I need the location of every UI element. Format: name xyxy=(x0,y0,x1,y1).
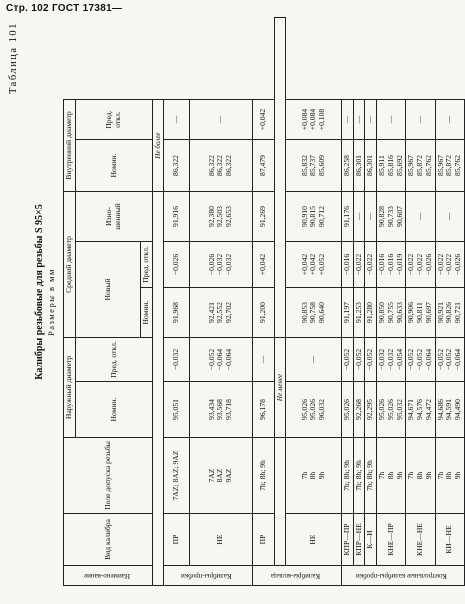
gauge-kind: НЕ xyxy=(189,514,252,566)
cell-m-worn-line: — xyxy=(444,212,454,221)
cell-o-dev-line: −0,052 xyxy=(365,348,375,371)
group-name-ring xyxy=(253,566,342,586)
cell-m-worn xyxy=(377,192,406,242)
col-inner-header: Внутренний диаметр xyxy=(64,100,76,192)
tolerance-field-line: 8h xyxy=(415,471,425,480)
cell-o-dev xyxy=(189,338,252,382)
cell-m-nom-line: 91,968 xyxy=(170,302,180,323)
cell-m-worn-line: — xyxy=(415,212,425,221)
cell-m-worn xyxy=(435,192,464,242)
cell-m-worn-line: — xyxy=(353,212,363,221)
tolerance-field-line: 7h xyxy=(377,471,387,480)
cell-m-nom-line: 90,921 xyxy=(435,302,445,323)
cell-m-dev-line: −0,022 xyxy=(365,253,375,276)
outer-dev-header: Пред. откл. xyxy=(75,338,152,382)
cell-o-nom xyxy=(406,382,435,438)
cell-m-dev-line: +0,052 xyxy=(317,253,327,276)
cell-o-nom-line: 95,026 xyxy=(342,399,352,420)
cell-m-dev-line: +0,042 xyxy=(299,253,309,276)
cell-m-nom xyxy=(253,288,275,338)
cell-i-nom xyxy=(377,140,406,192)
tolerance-field-line: 9AZ xyxy=(224,468,234,483)
cell-i-dev xyxy=(342,100,354,140)
tolerance-field-line: 9h xyxy=(317,471,327,480)
cell-m-worn xyxy=(164,192,190,242)
cell-o-dev-line: −0,064 xyxy=(224,348,234,371)
cell-o-nom-line: 93,718 xyxy=(224,399,234,420)
table-row xyxy=(435,18,464,586)
cell-i-dev-line: +0,084 xyxy=(308,108,318,131)
cell-o-nom xyxy=(253,382,275,438)
cell-m-dev xyxy=(365,242,377,288)
cell-m-dev-line: −0,022 xyxy=(415,253,425,276)
cell-m-worn-line: 91,176 xyxy=(342,206,352,227)
cell-o-dev-line: −0,052 xyxy=(435,348,445,371)
cell-o-dev-line: −0,052 xyxy=(353,348,363,371)
table-row xyxy=(406,18,435,586)
tolerance-field-line: 7h; 8h; 9h xyxy=(365,460,375,491)
gauge-kind: НЕ xyxy=(286,514,342,566)
cell-m-worn-line: 90,828 xyxy=(377,206,387,227)
tolerance-field-line: 7AZ xyxy=(206,468,216,483)
tolerance-field-line: 7h; 8h; 9h xyxy=(258,460,268,491)
cell-m-worn xyxy=(353,192,365,242)
cell-m-worn-line: 90,910 xyxy=(299,206,309,227)
cell-m-nom-line: 90,640 xyxy=(317,302,327,323)
cell-m-nom xyxy=(377,288,406,338)
cell-m-nom-line: 91,200 xyxy=(258,302,268,323)
cell-m-dev xyxy=(377,242,406,288)
cell-m-nom-line: 92,702 xyxy=(224,302,234,323)
cell-m-worn xyxy=(253,192,275,242)
cell-m-dev xyxy=(164,242,190,288)
tolerance-field xyxy=(342,438,354,514)
middle-nom-header: Номин. xyxy=(141,288,153,338)
cell-o-nom-line: 94,591 xyxy=(444,399,454,420)
cell-m-nom-line: 90,906 xyxy=(406,302,416,323)
cell-o-nom-line: 95,026 xyxy=(299,399,309,420)
cell-i-dev-line: — xyxy=(353,115,363,124)
cell-m-nom-line: 90,826 xyxy=(444,302,454,323)
cell-o-dev-line: −0,032 xyxy=(170,348,180,371)
cell-i-dev-line: — xyxy=(415,115,425,124)
cell-o-dev-line: −0,052 xyxy=(206,348,216,371)
cell-i-dev xyxy=(253,100,275,140)
note-row-spacer xyxy=(275,18,286,338)
table-row xyxy=(189,18,252,586)
cell-i-dev-line: — xyxy=(385,115,395,124)
cell-o-dev xyxy=(342,338,354,382)
tolerance-field xyxy=(365,438,377,514)
tolerance-field-line: 7h xyxy=(406,471,416,480)
cell-m-worn-line: 91,916 xyxy=(170,206,180,227)
cell-m-nom-line: 90,850 xyxy=(377,302,387,323)
cell-o-dev-line: −0,052 xyxy=(415,348,425,371)
tolerance-field-line: 9h xyxy=(452,471,462,480)
cell-i-dev xyxy=(353,100,365,140)
cell-m-nom-line: 90,811 xyxy=(415,302,425,323)
tolerance-field xyxy=(189,438,252,514)
cell-i-dev xyxy=(406,100,435,140)
cell-o-nom xyxy=(353,382,365,438)
cell-o-nom-line: 96,178 xyxy=(258,399,268,420)
table-label: Таблица 101 xyxy=(8,22,19,94)
inner-nom-header: Номин. xyxy=(75,140,152,192)
cell-i-nom xyxy=(164,140,190,192)
gauge-kind: КПР—ПР xyxy=(342,514,354,566)
cell-m-dev-line: −0,026 xyxy=(452,253,462,276)
cell-m-nom-line: 90,697 xyxy=(423,302,433,323)
table-row xyxy=(365,18,377,586)
gauge-kind: КНЕ—НЕ xyxy=(406,514,435,566)
cell-m-dev-line: −0,026 xyxy=(423,253,433,276)
cell-m-nom xyxy=(342,288,354,338)
cell-m-nom xyxy=(365,288,377,338)
cell-i-nom xyxy=(189,140,252,192)
cell-m-worn-line: 90,733 xyxy=(385,206,395,227)
cell-m-dev-line: +0,042 xyxy=(258,253,268,276)
tolerance-field-line: 8h xyxy=(444,471,454,480)
cell-o-nom xyxy=(377,382,406,438)
note-row-spacer xyxy=(153,192,164,586)
note-row xyxy=(153,18,164,586)
cell-m-dev-line: −0,016 xyxy=(385,253,395,276)
cell-i-nom-line: 86,322 xyxy=(215,155,225,176)
col-middle-header: Средний диаметр xyxy=(64,192,76,338)
cell-o-dev-line: −0,052 xyxy=(406,348,416,371)
cell-i-nom-line: 86,322 xyxy=(170,155,180,176)
tolerance-field xyxy=(353,438,365,514)
cell-m-worn xyxy=(406,192,435,242)
col-kind-header: Вид калибра xyxy=(64,514,153,566)
cell-i-dev-line: — xyxy=(342,115,352,124)
cell-o-nom-line: 94,490 xyxy=(452,399,462,420)
cell-o-dev-line: −0,032 xyxy=(377,348,387,371)
cell-o-dev-line: −0,064 xyxy=(423,348,433,371)
cell-m-dev-line: −0,032 xyxy=(215,253,225,276)
cell-i-nom-line: 85,737 xyxy=(308,155,318,176)
cell-m-worn-line: 90,815 xyxy=(308,206,318,227)
cell-i-nom xyxy=(365,140,377,192)
cell-i-nom-line: 85,762 xyxy=(423,155,433,176)
tolerance-field xyxy=(253,438,275,514)
middle-new-header: Новый xyxy=(75,242,141,338)
tolerance-field-line: 8AZ xyxy=(215,468,225,483)
cell-i-dev-line: — xyxy=(170,115,180,124)
cell-m-dev-line: −0,016 xyxy=(377,253,387,276)
tolerance-field xyxy=(435,438,464,514)
cell-o-nom-line: 93,568 xyxy=(215,399,225,420)
tolerance-field xyxy=(286,438,342,514)
page-header: Стр. 102 ГОСТ 17381— xyxy=(6,3,123,14)
table-row xyxy=(377,18,406,586)
cell-o-nom-line: 95,026 xyxy=(308,399,318,420)
cell-m-dev xyxy=(189,242,252,288)
cell-o-nom xyxy=(365,382,377,438)
cell-i-nom-line: 86,322 xyxy=(206,155,216,176)
cell-m-worn xyxy=(365,192,377,242)
cell-m-nom-line: 91,197 xyxy=(342,302,352,323)
cell-m-nom-line: 92,552 xyxy=(215,302,225,323)
tolerance-field xyxy=(164,438,190,514)
cell-m-nom xyxy=(164,288,190,338)
cell-m-nom-line: 90,755 xyxy=(385,302,395,323)
cell-m-worn-line: 92,653 xyxy=(224,206,234,227)
cell-o-nom-line: 95,026 xyxy=(385,399,395,420)
col-outer-header: Наружный диаметр xyxy=(64,338,76,438)
group-name-control xyxy=(342,566,465,586)
cell-m-worn-line: 91,269 xyxy=(258,206,268,227)
cell-i-nom-line: 86,322 xyxy=(224,155,234,176)
cell-o-dev xyxy=(164,338,190,382)
tolerance-field-line: 9h xyxy=(423,471,433,480)
cell-o-nom-line: 92,268 xyxy=(353,399,363,420)
cell-i-nom-line: 85,967 xyxy=(435,155,445,176)
cell-i-nom-line: 86,301 xyxy=(353,155,363,176)
cell-m-dev xyxy=(342,242,354,288)
cell-m-nom-line: 91,253 xyxy=(353,302,363,323)
table-row xyxy=(286,18,342,586)
group-name-plug xyxy=(164,566,253,586)
cell-o-dev-line: −0,052 xyxy=(342,348,352,371)
gauge-kind: КНЕ—ПР xyxy=(377,514,406,566)
cell-i-dev-line: — xyxy=(444,115,454,124)
middle-worn-header: Изно-шенный xyxy=(75,192,152,242)
cell-o-nom-line: 92,295 xyxy=(365,399,375,420)
cell-o-nom-line: 94,472 xyxy=(423,399,433,420)
cell-m-dev-line: −0,022 xyxy=(353,253,363,276)
cell-o-dev xyxy=(406,338,435,382)
tolerance-field-line: 7h; 8h; 9h xyxy=(342,460,352,491)
cell-m-dev-line: −0,026 xyxy=(170,253,180,276)
ne-bolee-label: Не более xyxy=(153,100,164,192)
table-row xyxy=(253,18,275,586)
cell-m-dev xyxy=(435,242,464,288)
group-name-text: Калибры-кольца xyxy=(271,571,321,580)
cell-m-worn xyxy=(342,192,354,242)
cell-o-dev-line: −0,064 xyxy=(452,348,462,371)
cell-i-nom xyxy=(353,140,365,192)
cell-i-nom-line: 85,609 xyxy=(317,155,327,176)
cell-i-nom-line: 85,692 xyxy=(394,155,404,176)
col-name-header: Наимено-вание xyxy=(64,566,153,586)
cell-o-dev-line: — xyxy=(308,355,318,364)
cell-i-nom-line: 85,816 xyxy=(385,155,395,176)
cell-m-nom-line: 92,421 xyxy=(206,302,216,323)
cell-i-dev xyxy=(164,100,190,140)
cell-o-dev xyxy=(435,338,464,382)
cell-o-dev-line: −0,052 xyxy=(444,348,454,371)
gauge-kind: ПР xyxy=(164,514,190,566)
cell-m-nom xyxy=(286,288,342,338)
cell-m-dev-line: −0,016 xyxy=(342,253,352,276)
cell-i-dev-line: +0,108 xyxy=(317,108,327,131)
cell-o-dev-line: — xyxy=(258,355,268,364)
cell-o-nom-line: 95,032 xyxy=(394,399,404,420)
cell-m-nom xyxy=(189,288,252,338)
gauge-kind: К—И xyxy=(365,514,377,566)
cell-o-nom-line: 95,026 xyxy=(377,399,387,420)
cell-i-dev xyxy=(286,100,342,140)
cell-o-dev-line: −0,064 xyxy=(215,348,225,371)
cell-m-nom-line: 90,633 xyxy=(394,302,404,323)
cell-m-nom xyxy=(406,288,435,338)
tolerance-field xyxy=(406,438,435,514)
cell-i-nom-line: 86,258 xyxy=(342,155,352,176)
cell-o-nom-line: 94,576 xyxy=(415,399,425,420)
cell-o-dev xyxy=(377,338,406,382)
ne-menee-label: Не менее xyxy=(275,338,286,438)
cell-m-dev-line: −0,019 xyxy=(394,253,404,276)
cell-i-nom xyxy=(253,140,275,192)
cell-m-worn-line: 92,503 xyxy=(215,206,225,227)
cell-m-worn-line: 92,380 xyxy=(206,206,216,227)
cell-m-worn-line: 90,712 xyxy=(317,206,327,227)
cell-o-nom-line: 94,686 xyxy=(435,399,445,420)
table-title: Калибры резьбовые для резьбы S 95×5 xyxy=(34,204,45,380)
cell-o-nom xyxy=(189,382,252,438)
cell-o-nom-line: 96,032 xyxy=(317,399,327,420)
cell-m-dev-line: −0,026 xyxy=(206,253,216,276)
tolerance-field-line: 9h xyxy=(394,471,404,480)
cell-i-nom-line: 85,762 xyxy=(452,155,462,176)
cell-m-worn-line: 90,607 xyxy=(394,206,404,227)
cell-o-nom-line: 93,434 xyxy=(206,399,216,420)
outer-nom-header: Номин. xyxy=(75,382,152,438)
tolerance-field-line: 7h xyxy=(299,471,309,480)
cell-i-nom xyxy=(342,140,354,192)
group-name-text: Контрольные калибры-пробки xyxy=(356,571,447,580)
cell-m-dev-line: −0,022 xyxy=(435,253,445,276)
gauge-table xyxy=(63,17,465,586)
cell-m-dev-line: −0,022 xyxy=(444,253,454,276)
table-row xyxy=(164,18,190,586)
cell-i-dev xyxy=(189,100,252,140)
cell-i-nom-line: 85,872 xyxy=(415,155,425,176)
cell-o-dev xyxy=(253,338,275,382)
cell-i-dev-line: +0,084 xyxy=(299,108,309,131)
cell-o-nom-line: 95,051 xyxy=(170,399,180,420)
cell-m-dev-line: +0,042 xyxy=(308,253,318,276)
cell-i-dev-line: — xyxy=(215,115,225,124)
gauge-kind: КПР—НЕ xyxy=(353,514,365,566)
cell-m-worn-line: — xyxy=(365,212,375,221)
table-body xyxy=(153,18,465,586)
col-tolerance-header: Поле допуска резьбы xyxy=(64,438,153,514)
tolerance-field xyxy=(377,438,406,514)
note-row-spacer xyxy=(275,438,286,566)
cell-o-nom xyxy=(342,382,354,438)
cell-i-dev-line: — xyxy=(365,115,375,124)
cell-i-nom xyxy=(406,140,435,192)
cell-o-dev xyxy=(365,338,377,382)
tolerance-field-line: 7h; 8h; 9h xyxy=(353,460,363,491)
cell-i-nom-line: 87,479 xyxy=(258,155,268,176)
group-name-text: Калибры-пробки xyxy=(181,571,232,580)
note-row xyxy=(275,18,286,586)
cell-o-dev xyxy=(353,338,365,382)
cell-m-worn xyxy=(286,192,342,242)
table-subtitle: Размеры в мм xyxy=(46,268,56,336)
cell-o-nom xyxy=(164,382,190,438)
cell-o-dev-line: −0,054 xyxy=(394,348,404,371)
cell-m-dev xyxy=(353,242,365,288)
cell-o-nom xyxy=(286,382,342,438)
tolerance-field-line: 7h xyxy=(435,471,445,480)
cell-m-dev xyxy=(253,242,275,288)
cell-i-nom-line: 85,911 xyxy=(377,155,387,176)
cell-i-nom-line: 86,301 xyxy=(365,155,375,176)
cell-m-dev xyxy=(406,242,435,288)
cell-m-nom-line: 91,280 xyxy=(365,302,375,323)
tolerance-field-line: 8h xyxy=(308,471,318,480)
cell-o-dev xyxy=(286,338,342,382)
cell-i-nom xyxy=(286,140,342,192)
table-row xyxy=(353,18,365,586)
cell-i-dev xyxy=(377,100,406,140)
tolerance-field-line: 8h xyxy=(385,471,395,480)
cell-i-nom-line: 85,872 xyxy=(444,155,454,176)
cell-m-nom-line: 90,758 xyxy=(308,302,318,323)
table-row xyxy=(342,18,354,586)
inner-dev-header: Пред. откл. xyxy=(75,100,152,140)
cell-i-dev-line: +0,042 xyxy=(258,108,268,131)
cell-m-worn xyxy=(189,192,252,242)
cell-m-dev-line: −0,032 xyxy=(224,253,234,276)
cell-i-dev xyxy=(365,100,377,140)
gauge-kind: КИ—НЕ xyxy=(435,514,464,566)
cell-o-nom xyxy=(435,382,464,438)
cell-i-dev xyxy=(435,100,464,140)
cell-o-nom-line: 94,671 xyxy=(406,399,416,420)
cell-i-nom-line: 85,967 xyxy=(406,155,416,176)
cell-m-dev xyxy=(286,242,342,288)
cell-m-dev-line: −0,022 xyxy=(406,253,416,276)
tolerance-field-line: 7AZ; 8AZ; 9AZ xyxy=(170,450,180,501)
cell-m-nom xyxy=(353,288,365,338)
cell-o-dev-line: −0,032 xyxy=(385,348,395,371)
cell-i-nom xyxy=(435,140,464,192)
cell-m-nom-line: 90,721 xyxy=(452,302,462,323)
cell-m-nom xyxy=(435,288,464,338)
cell-i-nom-line: 85,832 xyxy=(299,155,309,176)
cell-m-nom-line: 90,853 xyxy=(299,302,309,323)
gauge-kind: ПР xyxy=(253,514,275,566)
middle-dev-header: Пред. откл. xyxy=(141,242,153,288)
